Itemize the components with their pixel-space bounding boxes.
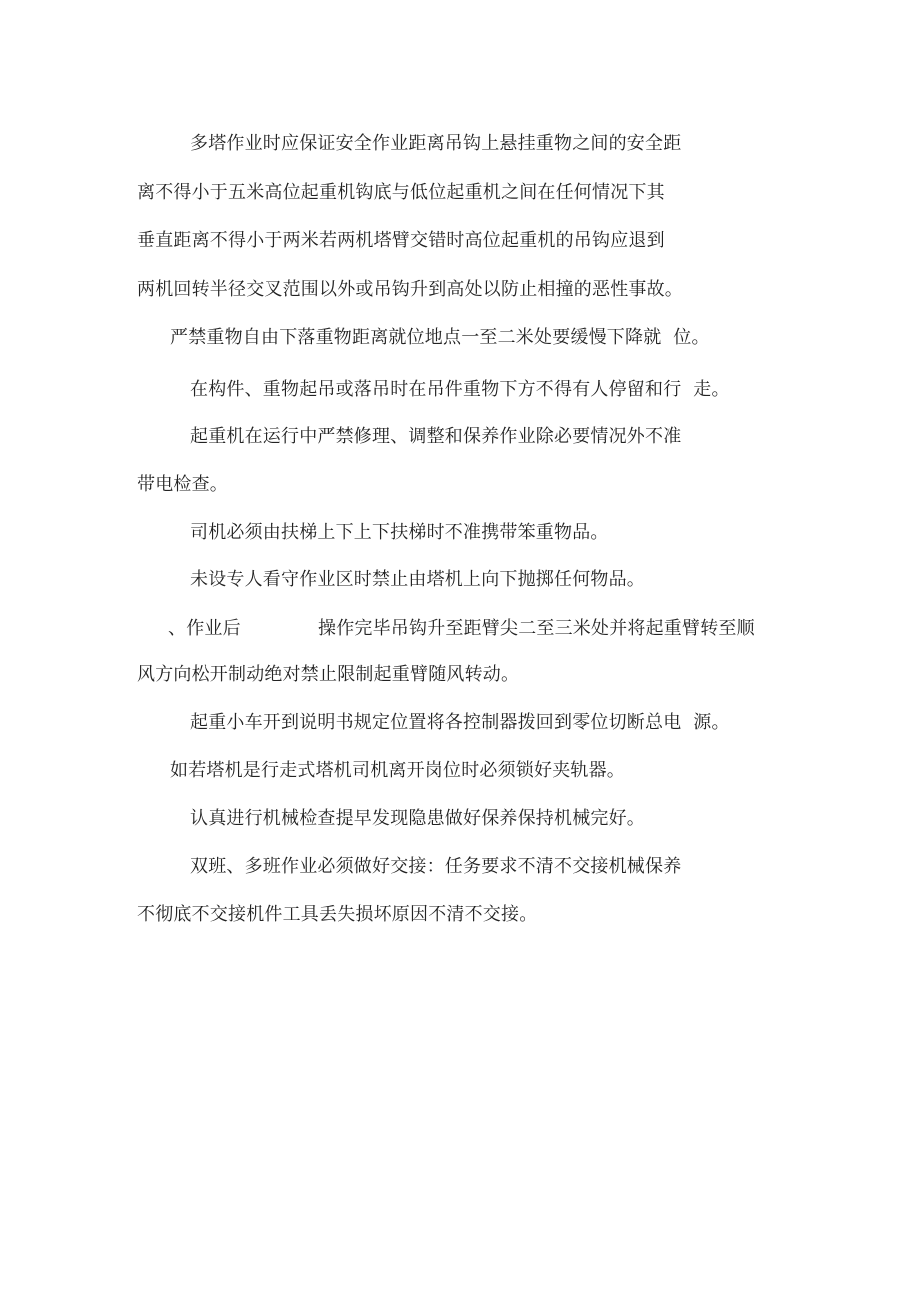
text-line: 两机回转半径交叉范围以外或吊钩升到高处以防止相撞的恶性事故。 — [137, 279, 683, 300]
text-line: 垂直距离不得小于两米若两机塔臂交错时高位起重机的吊钩应退到 — [137, 230, 665, 251]
text-line: 风方向松开制动绝对禁止限制起重臂随风转动。 — [137, 664, 520, 685]
text-line: 带电检查。 — [137, 474, 228, 495]
text-line: 起重小车开到说明书规定位置将各控制器拨回到零位切断总电 源。 — [190, 712, 730, 733]
text-line: 在构件、重物起吊或落吊时在吊件重物下方不得有人停留和行 走。 — [190, 379, 730, 400]
text-line: 未设专人看守作业区时禁止由塔机上向下抛掷任何物品。 — [190, 569, 645, 590]
text-line: 双班、多班作业必须做好交接：任务要求不清不交接机械保养 — [190, 856, 682, 877]
text-line: 如若塔机是行走式塔机司机离开岗位时必须锁好夹轨器。 — [170, 760, 625, 781]
text-line: 不彻底不交接机件工具丢失损坏原因不清不交接。 — [137, 904, 538, 925]
section-label: 、作业后 — [168, 618, 241, 639]
text-line: 认真进行机械检查提早发现隐患做好保养保持机械完好。 — [190, 808, 645, 829]
text-line: 离不得小于五米高位起重机钩底与低位起重机之间在任何情况下其 — [137, 182, 665, 203]
text-line: 操作完毕吊钩升至距臂尖二至三米处并将起重臂转至顺 — [318, 618, 755, 639]
text-line: 司机必须由扶梯上下上下扶梯时不准携带笨重物品。 — [190, 522, 609, 543]
text-line: 多塔作业时应保证安全作业距离吊钩上悬挂重物之间的安全距 — [190, 133, 682, 154]
text-line: 起重机在运行中严禁修理、调整和保养作业除必要情况外不准 — [190, 426, 682, 447]
text-line: 严禁重物自由下落重物距离就位地点一至二米处要缓慢下降就 位。 — [170, 327, 710, 348]
